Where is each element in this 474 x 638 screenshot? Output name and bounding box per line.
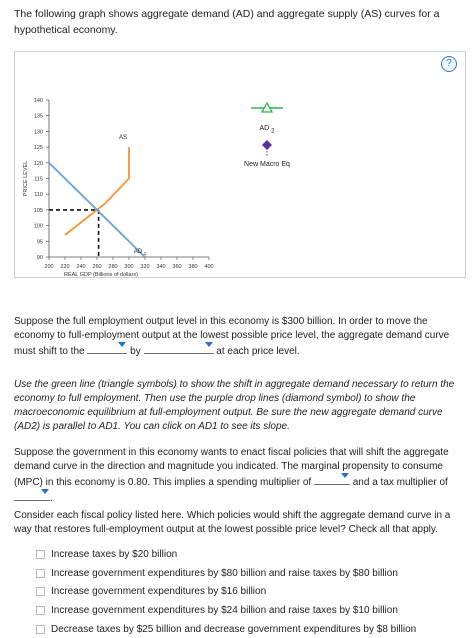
x-tick-label: 200 bbox=[44, 264, 54, 270]
amount-dropdown[interactable] bbox=[144, 343, 214, 354]
policy-option[interactable]: Increase government expenditures by $24 billion and raise taxes by $10 billion bbox=[36, 601, 466, 620]
graph-panel bbox=[14, 51, 466, 278]
y-tick-label: 110 bbox=[34, 192, 43, 199]
new-eq-legend-icon[interactable] bbox=[237, 138, 297, 158]
x-tick-label: 400 bbox=[204, 264, 214, 270]
y-tick-label: 140 bbox=[33, 98, 43, 104]
y-tick-label: 100 bbox=[33, 223, 43, 230]
policy-option[interactable]: Increase taxes by $20 billion bbox=[36, 545, 466, 564]
x-axis-label: REAL GDP (Billions of dollars) bbox=[64, 272, 138, 277]
ad2-legend-icon[interactable] bbox=[237, 102, 297, 114]
policy-option[interactable]: Decrease taxes by $25 billion and decrease government expenditures by $8 billion bbox=[36, 620, 466, 638]
q3-text-a: Suppose the government in this economy wants to enact fiscal policies that will shift the aggregate demand curve in the direction and magnitude you indicated. The marginal propensity to consume (MPC) in this economy is 0.80. This implies a spending multiplier of bbox=[14, 447, 449, 488]
spending-multiplier-dropdown[interactable] bbox=[314, 474, 350, 485]
help-button[interactable]: ? bbox=[441, 56, 457, 72]
chevron-down-icon bbox=[205, 342, 213, 347]
chevron-down-icon bbox=[41, 489, 49, 494]
legend bbox=[237, 102, 297, 168]
y-tick-label: 130 bbox=[33, 129, 43, 136]
y-axis-label: PRICE LEVEL bbox=[23, 160, 29, 197]
x-tick-label: 240 bbox=[76, 264, 86, 270]
series-label-as: AS bbox=[118, 135, 128, 142]
checkbox[interactable] bbox=[36, 625, 45, 634]
y-tick-label: 125 bbox=[33, 145, 43, 152]
x-tick-label: 340 bbox=[156, 264, 166, 270]
x-tick-label: 320 bbox=[140, 264, 150, 270]
q1-text-a: Suppose the full employment output level in this economy is $300 billion. In order to move the economy to full-employment output at the lowest possible price level, the aggregate demand curve must shift to the bbox=[14, 316, 450, 357]
x-tick-label: 300 bbox=[124, 264, 134, 270]
checkbox[interactable] bbox=[36, 606, 45, 615]
x-tick-label: 220 bbox=[60, 264, 70, 270]
y-tick-label: 120 bbox=[33, 160, 43, 167]
x-tick-label: 280 bbox=[108, 264, 118, 270]
question-1 bbox=[14, 315, 460, 359]
question-4: Consider each fiscal policy listed here. Which policies would shift the aggregate demand curve in a way that restores full-employment output at the lowest possible price level? Check all that apply. bbox=[14, 510, 451, 535]
question-2: Use the green line (triangle symbols) to show the shift in aggregate demand necessary to return the economy to full employment. Then use the purple drop lines (diamond symbol) to show the macroeconomic equilibrium at full-employment output. Be sure the new aggregate demand curve (AD2) is parallel to AD1. You can click on AD1 to see its slope. bbox=[14, 379, 455, 432]
y-tick-label: 105 bbox=[33, 207, 43, 214]
new-eq-legend-label: New Macro Eq bbox=[244, 161, 290, 169]
x-tick-label: 360 bbox=[172, 264, 182, 270]
q3-text-b: and a tax multiplier of bbox=[352, 477, 448, 488]
y-tick-label: 95 bbox=[36, 239, 43, 246]
policy-option[interactable]: Increase government expenditures by $80 billion and raise taxes by $80 billion bbox=[36, 564, 466, 583]
ad2-legend-label: AD $_2$ bbox=[259, 125, 275, 135]
intro-text: The following graph shows aggregate demand (AD) and aggregate supply (AS) curves for a hypothetical economy. bbox=[14, 8, 440, 36]
series-label-ad1: AD bbox=[133, 248, 143, 255]
chevron-down-icon bbox=[118, 342, 126, 347]
question-3 bbox=[14, 446, 460, 506]
policy-options bbox=[36, 545, 466, 638]
series-label-ad1-sub: 1 bbox=[143, 250, 147, 256]
checkbox[interactable] bbox=[36, 587, 45, 596]
y-tick-label: 115 bbox=[34, 176, 43, 183]
q1-text-b: by bbox=[130, 346, 141, 357]
chevron-down-icon bbox=[341, 473, 349, 478]
policy-option[interactable]: Increase government expenditures by $16 billion bbox=[36, 582, 466, 601]
q1-text-c: at each price level. bbox=[216, 346, 300, 357]
x-tick-label: 260 bbox=[92, 264, 102, 270]
y-tick-label: 90 bbox=[36, 255, 43, 261]
x-tick-label: 380 bbox=[188, 264, 198, 270]
tax-multiplier-dropdown[interactable] bbox=[14, 490, 50, 501]
series-as-line[interactable] bbox=[65, 147, 129, 235]
y-tick-label: 135 bbox=[33, 113, 43, 120]
direction-dropdown[interactable] bbox=[87, 343, 127, 354]
q3-text-c: . bbox=[50, 493, 53, 504]
checkbox[interactable] bbox=[36, 569, 45, 578]
checkbox[interactable] bbox=[36, 550, 45, 559]
